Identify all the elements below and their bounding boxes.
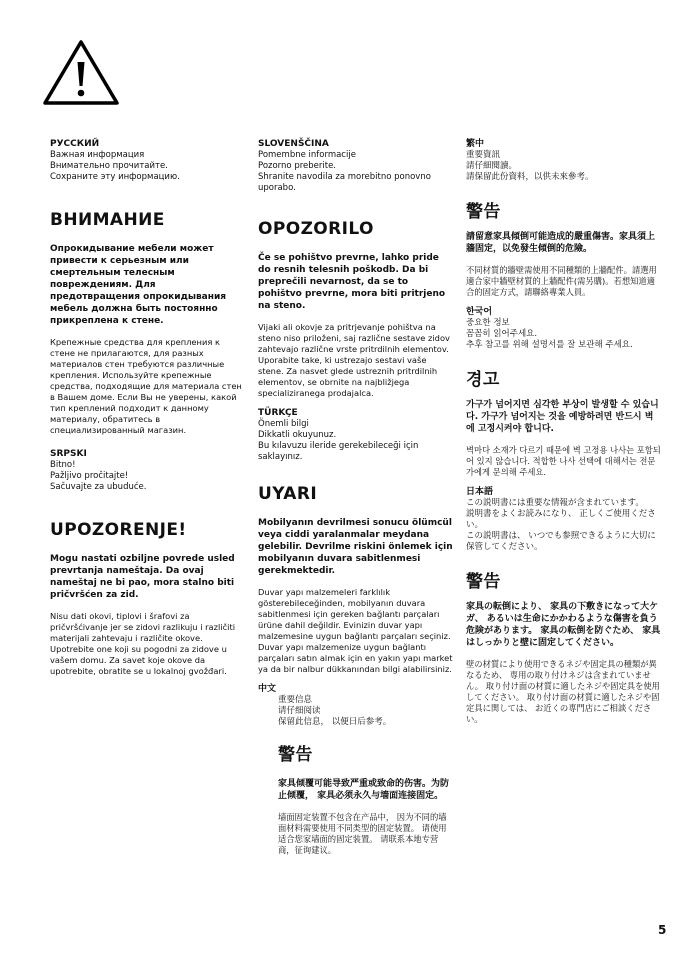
- warning-triangle-exclamation-icon: [42, 38, 120, 106]
- heading-chinese-simplified: 警告: [278, 745, 313, 765]
- lang-title-russian: РУССКИЙ: [50, 139, 100, 149]
- info-line: 請仔細閱讀。: [466, 161, 518, 171]
- lang-title-chinese-simplified: 中文: [258, 684, 277, 694]
- info-lines-chinese-simplified: [278, 695, 454, 728]
- warning-text-russian: Опрокидывание мебели может привести к серьезным или смертельным телесным повреждениям. Для предотвращения опрокидывания мебель должна быть постоянно прикреплена к стене.: [50, 244, 227, 326]
- warning-text-chinese-simplified: 家具倾覆可能导致严重或致命的伤害。为防止倾覆， 家具必须永久与墙面连接固定。: [278, 779, 450, 801]
- body-text-korean: 벽마다 소재가 다르기 때문에 벽 고정용 나사는 포함되어 있지 않습니다. 적합한 나사 선택에 대해서는 전문가에게 문의해 주세요.: [466, 445, 661, 477]
- info-line: 保留此信息， 以便日后参考。: [278, 717, 392, 727]
- warning-text-serbian: Mogu nastati ozbiljne povrede usled prevrtanja nameštaja. Da ovaj nameštaj ne bi pao, mora stalno biti pričvršćen za zid.: [50, 554, 235, 600]
- info-line: 중요한 정보: [466, 318, 510, 328]
- warning-text-slovenian: Če se pohištvo prevrne, lahko pride do resnih telesnih poškodb. Da bi preprečili nevarnost, da se to pohištvo prevrne, mora biti pritrjeno na steno.: [258, 253, 446, 311]
- lang-title-korean: 한국어: [466, 307, 493, 317]
- info-lines-slovenian: [258, 150, 454, 194]
- heading-japanese: 警告: [466, 572, 501, 592]
- warning-text-korean: 가구가 넘어지면 심각한 부상이 발생할 수 있습니다. 가구가 넘어지는 것을 예방하려면 반드시 벽에 고정시켜야 합니다.: [466, 400, 659, 434]
- lang-title-chinese-traditional: 繁中: [466, 139, 485, 149]
- info-lines-korean: [466, 318, 662, 351]
- heading-korean: 경고: [466, 370, 500, 390]
- body-text-serbian: Nisu dati okovi, tiplovi i šrafovi za pričvršćivanje jer se zidovi razlikuju i različiti materijali zahtevaju i različite okove. Upotrebite one koji su pogodni za zidove u vašem domu. Za savet koje okove da upotrebite, obratite se u lokalnoj gvožđari.: [50, 611, 236, 676]
- info-line: Pomembne informacije: [258, 150, 356, 160]
- info-line: 請保留此份資料，以供未來參考。: [466, 172, 594, 182]
- heading-russian: ВНИМАНИЕ: [50, 210, 165, 230]
- column-right: [466, 138, 662, 725]
- body-text-russian: Крепежные средства для крепления к стене не прилагаются, для разных материалов стен требуются различные крепления. Используйте крепежные средства, подходящие для материала стен в Вашем доме. Если Вы не уверены, какой тип креплений подходит к данному материалу, обратитесь в специализированный магазин.: [50, 337, 242, 435]
- info-line: この説明書は、 いつでも参照できるように大切に保管してください。: [466, 531, 656, 552]
- warning-text-japanese: 家具の転倒により、 家具の下敷きになって大ケガ、 あるいは生命にかかわるような傷害を負う危険があります。 家具の転倒を防ぐため、 家具はしっかりと壁に固定してください。: [466, 602, 661, 648]
- heading-slovenian: OPOZORILO: [258, 219, 374, 239]
- info-line: この説明書には重要な情報が含まれています。: [466, 498, 644, 508]
- info-line: 重要信息: [278, 695, 313, 705]
- info-line: Pažljivo pročitajte!: [50, 471, 129, 481]
- warning-text-turkish: Mobilyanın devrilmesi sonucu ölümcül veya ciddi yaralanmalar meydana gelebilir. Devrilme riskini önlemek için mobilyanın duvara sabitlenmesi gerekmektedir.: [258, 518, 453, 576]
- info-line: 꼼꼼히 읽어주세요.: [466, 329, 538, 339]
- info-line: 重要資訊: [466, 150, 501, 160]
- info-line: Bitno!: [50, 460, 76, 470]
- heading-chinese-traditional: 警告: [466, 202, 501, 222]
- info-line: Внимательно прочитайте.: [50, 161, 168, 171]
- info-lines-serbian: [50, 460, 246, 493]
- heading-serbian: UPOZORENJE!: [50, 520, 187, 540]
- body-text-japanese: 壁の材質により使用できるネジや固定具の種類が異なるため、 専用の取り付けネジは含まれていません。 取り付け面の材質に適したネジや固定具を使用してください。 取り付け面の材質に適したネジや固定具に関しては、 お近くの専門店にご相談ください。: [466, 659, 660, 724]
- info-line: Сохраните эту информацию.: [50, 172, 180, 182]
- info-lines-russian: [50, 150, 246, 183]
- lang-title-serbian: SRPSKI: [50, 449, 87, 459]
- info-line: 请仔细阅读: [278, 706, 321, 716]
- column-middle: [258, 138, 454, 856]
- body-text-turkish: Duvar yapı malzemeleri farklılık gösterebileceğinden, mobilyanın duvara sabitlenmesi için gereken bağlantı parçaları ürüne dahil değildir. Evinizin duvar yapı malzemesine uygun bağlantı parçaları seçiniz. Duvar yapı malzemenize uygun bağlantı parçaları satın almak için en yakın yapı market ya da bir nalbur dükkanından bilgi alabilirsiniz.: [258, 587, 453, 674]
- page-number: 5: [658, 923, 667, 937]
- info-line: 추후 참고를 위해 설명서를 잘 보관해 주세요.: [466, 340, 633, 350]
- info-lines-chinese-traditional: [466, 150, 662, 183]
- info-line: Dikkatli okuyunuz.: [258, 430, 337, 440]
- info-line: Önemli bilgi: [258, 419, 309, 429]
- heading-turkish: UYARI: [258, 484, 318, 504]
- info-line: Bu kılavuzu ileride gerekebileceği için saklayınız.: [258, 441, 419, 462]
- info-line: Pozorno preberite.: [258, 161, 336, 171]
- info-lines-japanese: [466, 498, 662, 553]
- info-lines-turkish: [258, 419, 454, 463]
- lang-title-slovenian: SLOVENŠČINA: [258, 139, 329, 149]
- body-text-slovenian: Vijaki ali okovje za pritrjevanje pohištva na steno niso priloženi, saj različne sestave zidov zahtevajo različne vrste pritrdilnih elementov. Uporabite take, ki ustrezajo sestavi vaše stene. Za nasvet glede ustreznih pritrdilnih elementov, se obrnite na najbližjega specializiranega prodajalca.: [258, 322, 450, 398]
- warning-text-chinese-traditional: 請留意家具傾倒可能造成的嚴重傷害。家具須上牆固定，以免發生傾倒的危險。: [466, 232, 656, 254]
- column-left: [50, 138, 246, 677]
- body-text-chinese-traditional: 不同材質的牆壁需使用不同種類的上牆配件。請選用適合家中牆壁材質的上牆配件(需另購)。若想知道適合的固定方式，請聯絡專業人員。: [466, 265, 657, 297]
- body-text-chinese-simplified: 墙面固定装置不包含在产品中， 因为不同的墙面材料需要使用不同类型的固定装置。 请使用适合您家墙面的固定装置。 请联系本地专营商，征询建议。: [278, 812, 447, 855]
- info-line: Важная информация: [50, 150, 145, 160]
- info-line: 説明書をよくお読みになり、 正しくご使用ください。: [466, 509, 656, 530]
- info-line: Sačuvajte za ubuduće.: [50, 482, 147, 492]
- info-line: Shranite navodila za morebitno ponovno uporabo.: [258, 172, 431, 193]
- lang-title-turkish: TÜRKÇE: [258, 408, 298, 418]
- lang-title-japanese: 日本語: [466, 487, 494, 497]
